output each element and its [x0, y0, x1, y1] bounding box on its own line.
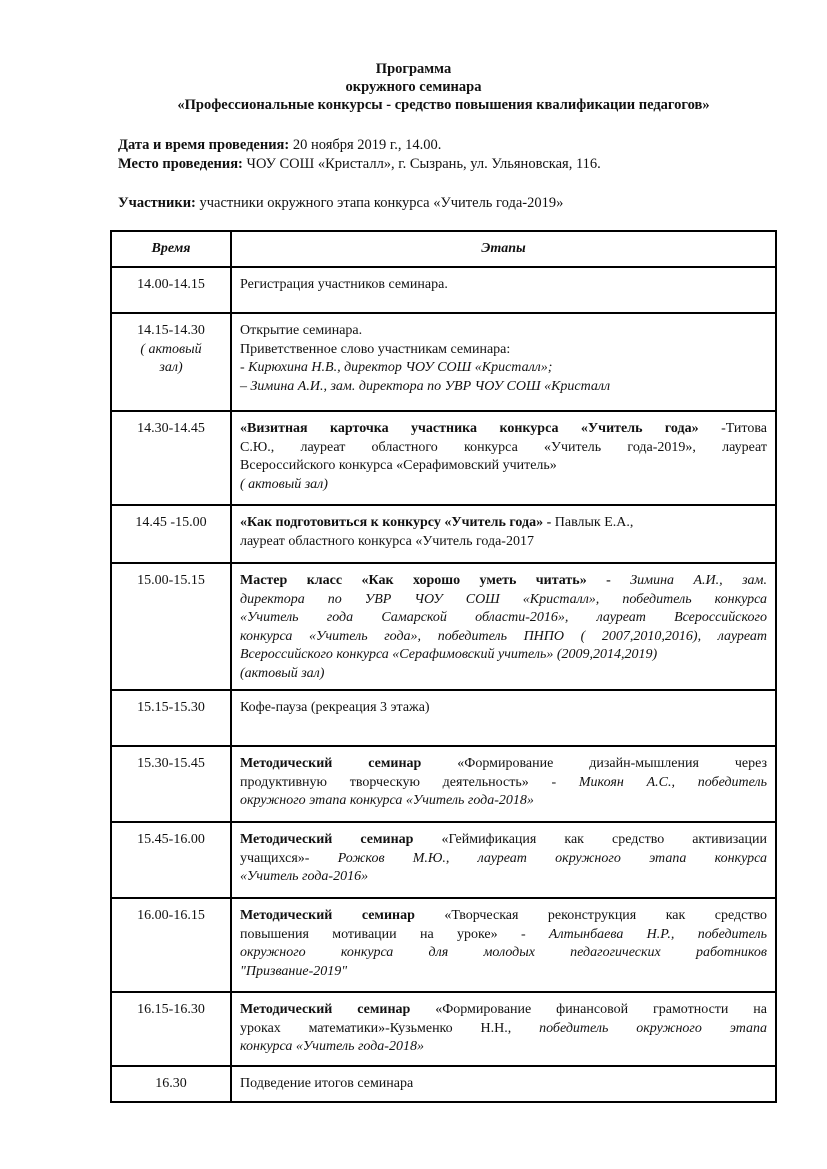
row-time — [111, 313, 231, 411]
desc-text: продуктивную творческую деятельность» - — [240, 774, 579, 790]
row-time-note: зал) — [159, 360, 183, 375]
row-description — [231, 563, 776, 690]
desc-bold: Методический семинар — [240, 1002, 411, 1017]
desc-line: - Кирюхина Н.В., директор ЧОУ СОШ «Кристалл»; — [240, 360, 553, 375]
desc-text: Рожков М.Ю., лауреат окружного этапа конкурса — [337, 850, 767, 866]
row-time: 16.00-16.15 — [111, 898, 231, 992]
desc-line: (актовый зал) — [240, 665, 325, 681]
row-time: 14.45 -15.00 — [111, 505, 231, 563]
participants-label: Участники: — [118, 195, 196, 211]
row-description — [231, 313, 776, 411]
row-time: 14.30-14.45 — [111, 411, 231, 505]
desc-line: Открытие семинара. — [240, 323, 363, 338]
desc-line: Всероссийского конкурса «Серафимовский учитель» (2009,2014,2019) — [240, 647, 658, 662]
desc-bold: Методический семинар — [240, 756, 422, 771]
desc-line — [240, 907, 767, 926]
row-time: 15.15-15.30 — [111, 690, 231, 746]
place-line — [118, 155, 601, 173]
desc-line: конкурса «Учитель года-2018» — [240, 1039, 424, 1054]
program-title: Программа — [375, 61, 452, 77]
desc-text: «Формирование дизайн-мышления через — [421, 756, 767, 771]
row-description — [231, 898, 776, 992]
header-time: Время — [111, 231, 231, 267]
desc-bold: Мастер класс «Как хорошо уметь читать» - — [240, 573, 611, 588]
desc-text: Зимина А.И., зам. — [610, 573, 767, 588]
table-row — [111, 822, 776, 898]
desc-line: "Призвание-2019" — [240, 963, 348, 979]
table-row — [111, 411, 776, 505]
row-time: 15.45-16.00 — [111, 822, 231, 898]
place-label: Место проведения: — [118, 156, 243, 172]
row-time-value: 14.15-14.30 — [137, 323, 205, 338]
desc-line — [240, 755, 767, 774]
row-time: 16.30 — [111, 1066, 231, 1102]
table-row — [111, 313, 776, 411]
row-time-note: ( актовый — [140, 341, 202, 357]
desc-text: повышения мотивации на уроке» - — [240, 926, 549, 942]
desc-text: Микоян А.С., победитель — [578, 774, 767, 790]
table-row — [111, 690, 776, 746]
date-label: Дата и время проведения: — [118, 137, 290, 153]
desc-line — [240, 1001, 767, 1020]
desc-line: Приветственное слово участникам семинара: — [240, 341, 511, 357]
table-header-row — [111, 231, 776, 267]
desc-line — [240, 420, 767, 439]
desc-line: конкурса «Учитель года», победитель ПНПО ( 2007,2010,2016), лауреат — [240, 628, 767, 644]
date-value: 20 ноября 2019 г., 14.00. — [289, 137, 442, 153]
desc-text: «Геймификация как средство активизации — [413, 832, 767, 847]
table-row — [111, 563, 776, 690]
table-row — [111, 505, 776, 563]
date-line — [118, 136, 441, 154]
desc-line — [240, 514, 767, 533]
desc-bold: Методический семинар — [240, 832, 414, 847]
desc-text: «Формирование финансовой грамотности на — [410, 1002, 767, 1017]
desc-line: Всероссийского конкурса «Серафимовский учитель» — [240, 458, 557, 473]
row-time: 15.30-15.45 — [111, 746, 231, 822]
participants-value: участники окружного этапа конкурса «Учитель года-2019» — [195, 195, 564, 211]
table-row — [111, 898, 776, 992]
row-description — [231, 505, 776, 563]
row-description — [231, 746, 776, 822]
desc-text: -Титова — [698, 421, 768, 436]
desc-line: «Учитель года-2016» — [240, 869, 369, 884]
place-value: ЧОУ СОШ «Кристалл», г. Сызрань, ул. Ульяновская, 116. — [242, 156, 601, 172]
desc-line: директора по УВР ЧОУ СОШ «Кристалл», победитель конкурса — [240, 591, 767, 607]
desc-line — [240, 572, 767, 591]
table-row — [111, 746, 776, 822]
row-time: 14.00-14.15 — [111, 267, 231, 313]
table-row — [111, 267, 776, 313]
row-description — [231, 992, 776, 1066]
desc-line — [240, 831, 767, 850]
desc-line: лауреат областного конкурса «Учитель года-2017 — [240, 533, 534, 549]
program-subtitle: окружного семинара — [345, 79, 482, 95]
row-description — [231, 411, 776, 505]
desc-text: учащихся»- — [240, 850, 338, 866]
desc-line: окружного этапа конкурса «Учитель года-2018» — [240, 793, 534, 808]
row-description — [231, 822, 776, 898]
table-row — [111, 1066, 776, 1102]
participants-line — [118, 194, 563, 212]
row-description: Регистрация участников семинара. — [231, 267, 776, 313]
desc-text: Павлык Е.А., — [551, 515, 634, 530]
table-row — [111, 992, 776, 1066]
desc-bold: «Как подготовиться к конкурсу «Учитель года» - — [240, 515, 552, 530]
desc-text: уроках математики»-Кузьменко Н.Н., — [240, 1020, 540, 1036]
desc-line: окружного конкурса для молодых педагогических работников — [240, 945, 767, 960]
desc-text: «Творческая реконструкция как средство — [414, 908, 767, 923]
row-description: Кофе-пауза (рекреация 3 этажа) — [231, 690, 776, 746]
desc-text: победитель окружного этапа — [539, 1020, 767, 1036]
row-time: 16.15-16.30 — [111, 992, 231, 1066]
desc-line — [240, 850, 767, 869]
desc-line — [240, 1020, 767, 1039]
desc-bold: Методический семинар — [240, 908, 415, 923]
schedule-table — [110, 230, 777, 1103]
seminar-name: «Профессиональные конкурсы - средство повышения квалификации педагогов» — [177, 97, 710, 113]
desc-line: С.Ю., лауреат областного конкурса «Учитель года-2019», лауреат — [240, 439, 767, 455]
desc-line: ( актовый зал) — [240, 476, 328, 492]
desc-line — [240, 774, 767, 793]
row-time: 15.00-15.15 — [111, 563, 231, 690]
header-stages: Этапы — [231, 231, 776, 267]
desc-line: «Учитель года Самарской области-2016», лауреат Всероссийского — [240, 610, 767, 625]
desc-bold: «Визитная карточка участника конкурса «Учитель года» — [240, 421, 699, 436]
row-description: Подведение итогов семинара — [231, 1066, 776, 1102]
desc-line — [240, 926, 767, 945]
desc-line: – Зимина А.И., зам. директора по УВР ЧОУ СОШ «Кристалл — [240, 378, 611, 394]
desc-text: Алтынбаева Н.Р., победитель — [548, 926, 767, 942]
